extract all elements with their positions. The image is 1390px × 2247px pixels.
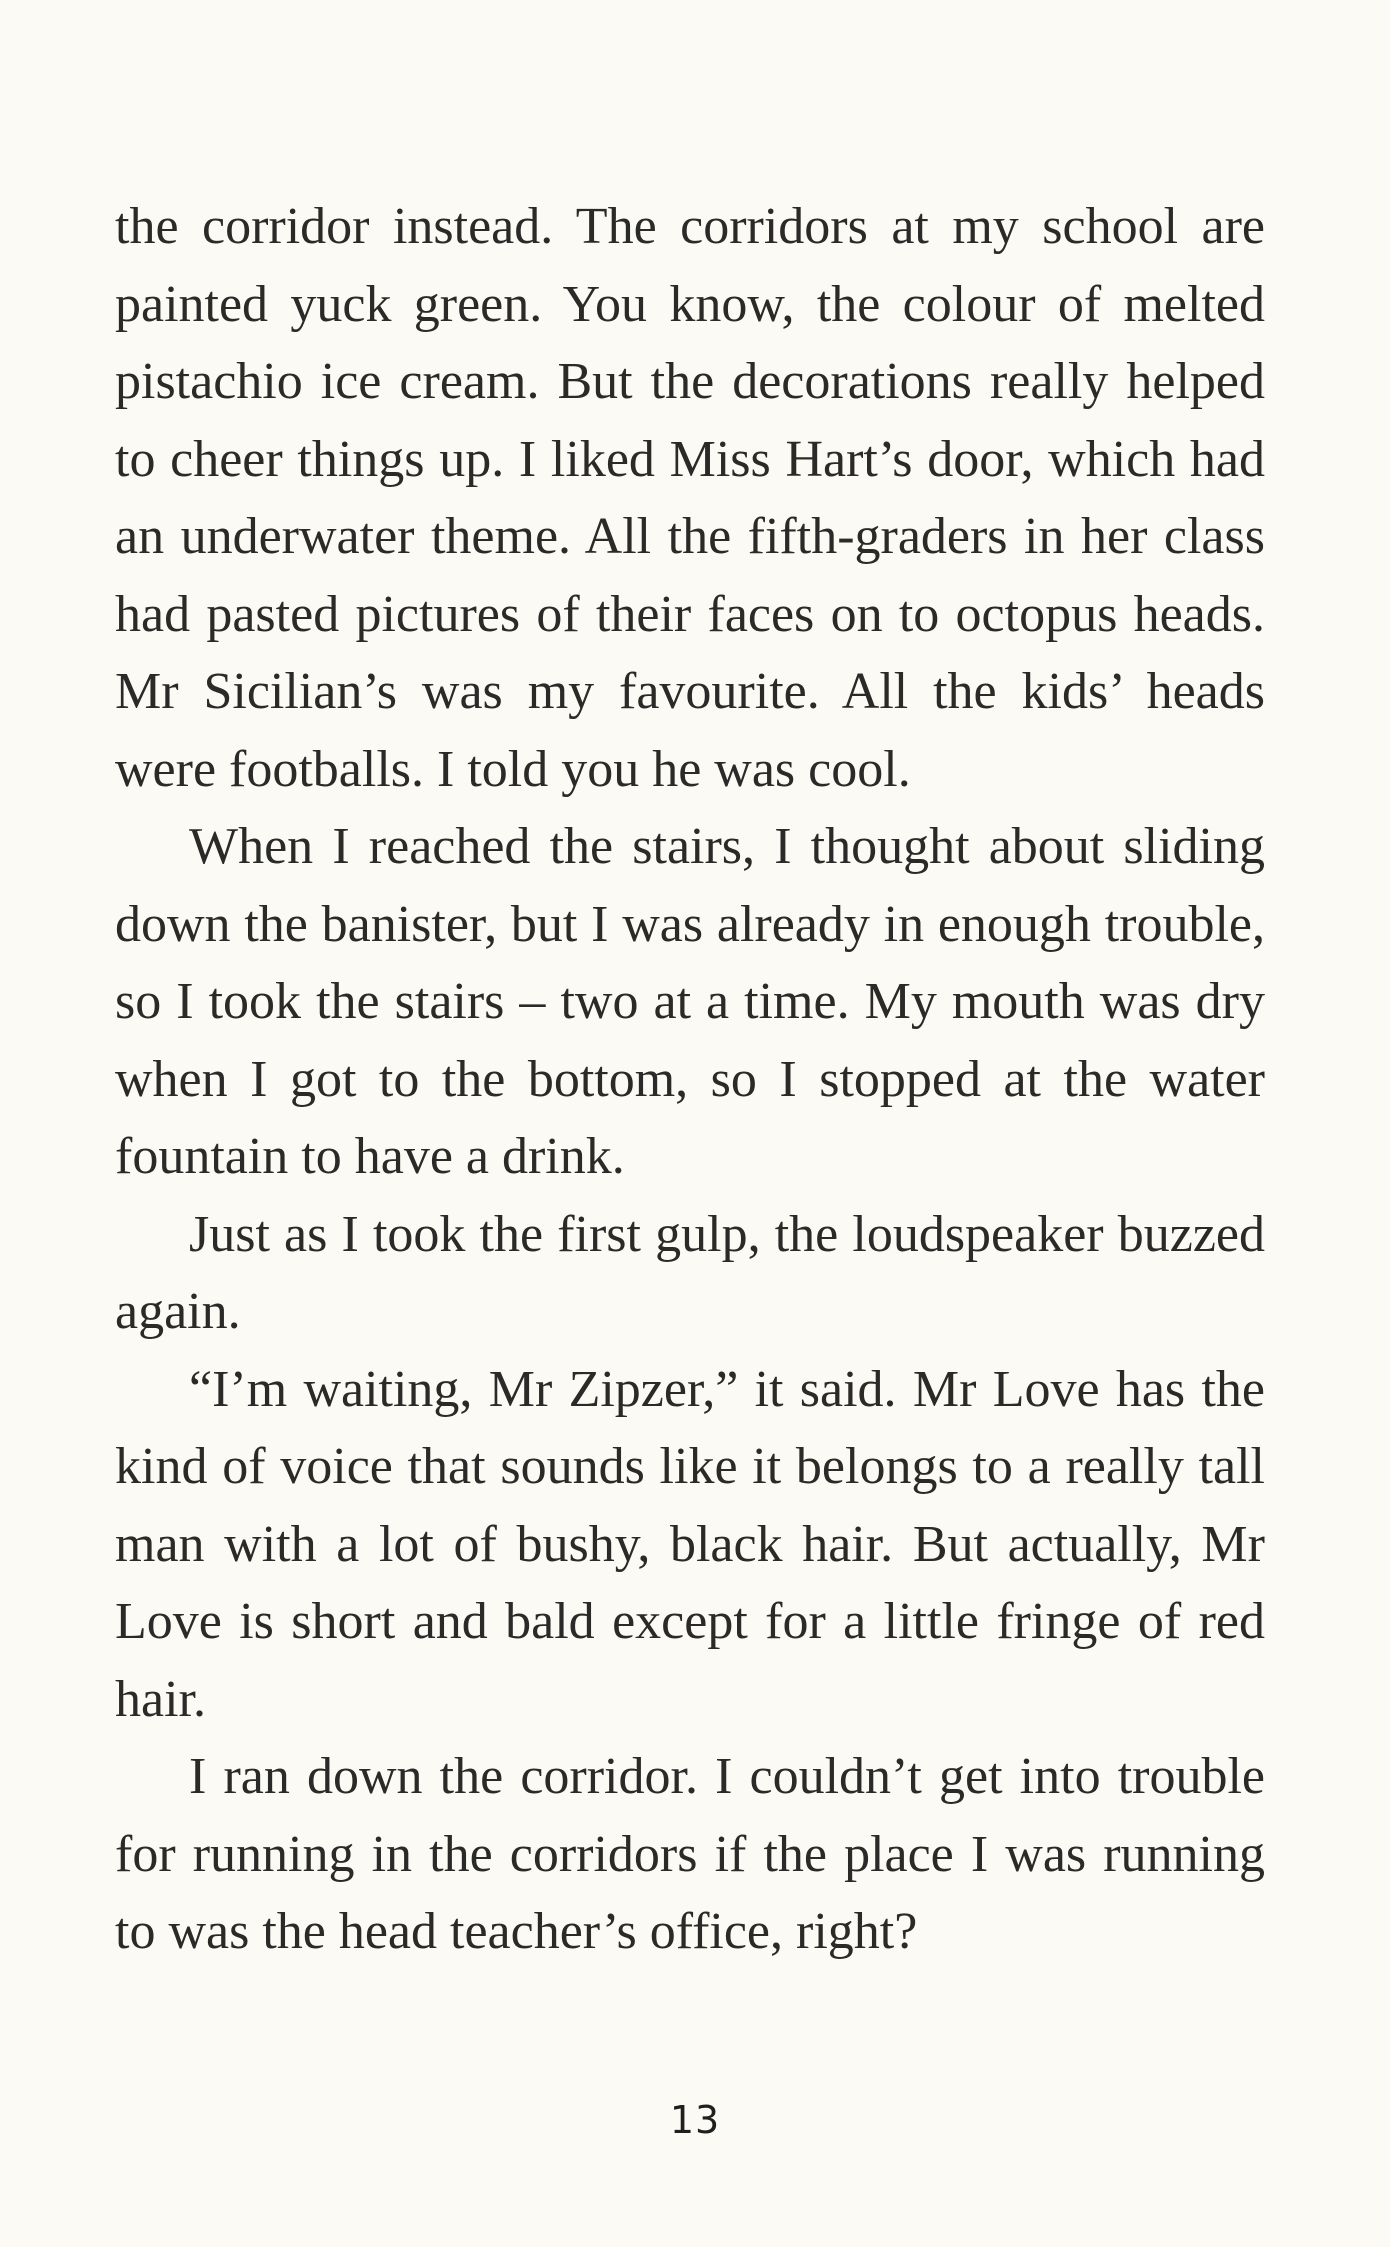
paragraph: the corridor instead. The corridors at my school are painted yuck green. You know, the colour of melted pistachio ice cream. But the decorations really helped to cheer things up. I liked Miss Hart’s door, which had an underwater theme. All the fifth-graders in her class had pasted pictures of their faces on to octopus heads. Mr Sicilian’s was my favourite. All the kids’ heads were footballs. I told you he was cool. [115,198,1265,798]
paragraph: “I’m waiting, Mr Zipzer,” it said. Mr Love has the kind of voice that sounds like it belongs to a really tall man with a lot of bushy, black hair. But actually, Mr Love is short and bald except for a little fringe of red hair. [115,1360,1265,1728]
page-number: 13 [669,2098,721,2142]
paragraph: When I reached the stairs, I thought about sliding down the banister, but I was already in enough trouble, so I took the stairs – two at a time. My mouth was dry when I got to the bottom, so I stopped at the water fountain to have a drink. [115,818,1265,1185]
body-text [115,188,1265,1971]
paragraph: Just as I took the first gulp, the loudspeaker buzzed again. [115,1205,1265,1340]
paragraph: I ran down the corridor. I couldn’t get into trouble for running in the corridors if the place I was running to was the head teacher’s office, right? [115,1748,1265,1960]
